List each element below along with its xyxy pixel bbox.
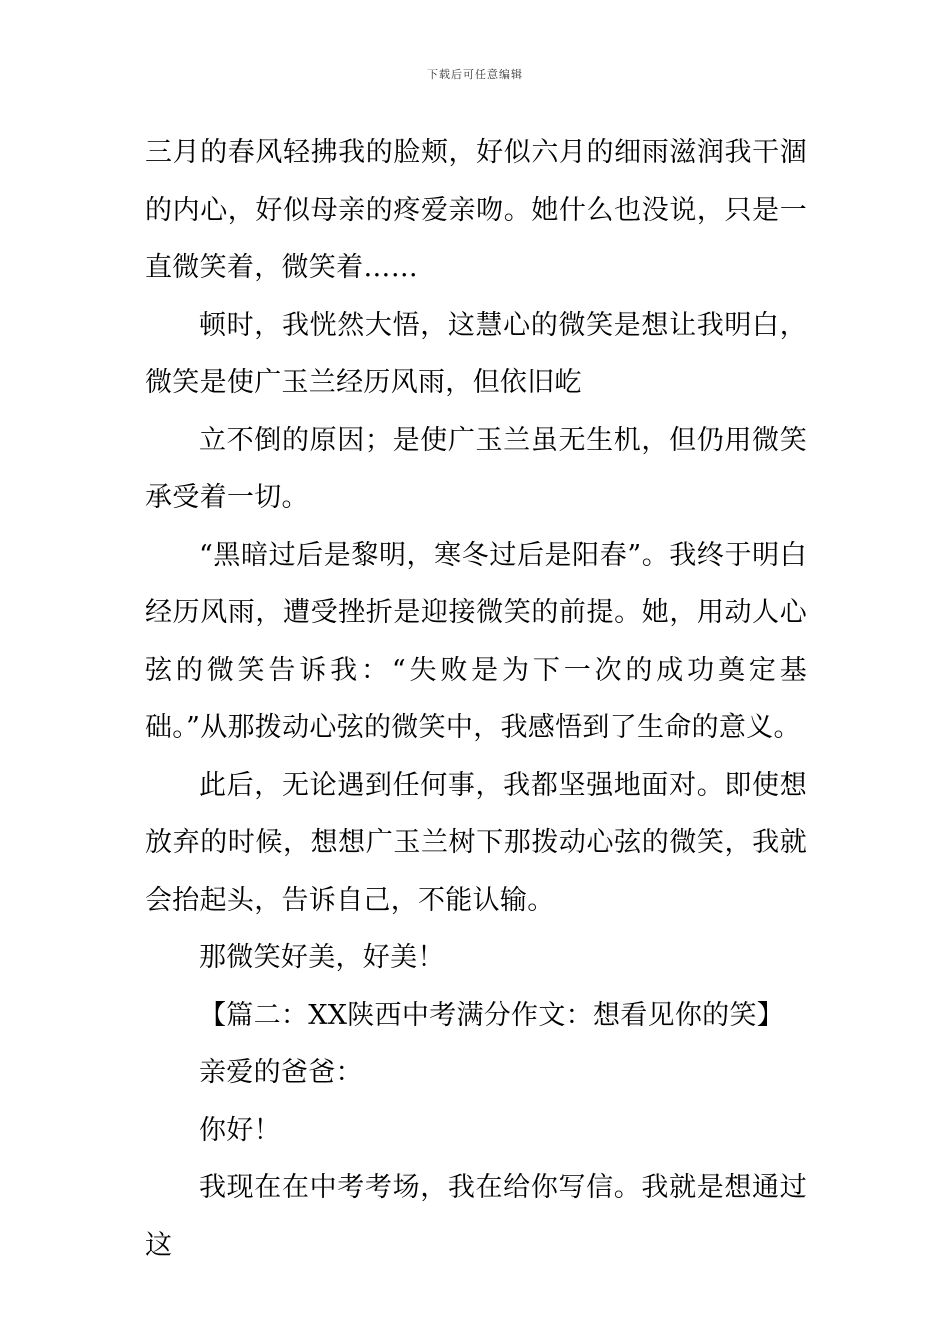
section-heading: 【篇二：XX陕西中考满分作文：想看见你的笑】 bbox=[199, 999, 785, 1031]
paragraph-letter-1: 我现在在中考考场，我在给你写信。我就是想通过这 bbox=[145, 1172, 807, 1261]
paragraph-1: 三月的春风轻拂我的脸颊，好似六月的细雨滋润我干涸的内心，好似母亲的疼爱亲吻。她什么也没说，只是一直微笑着，微笑着…… bbox=[145, 137, 807, 283]
paragraph-3: 立不倒的原因；是使广玉兰虽无生机，但仍用微笑承受着一切。 bbox=[145, 424, 807, 513]
paragraph-5: 此后，无论遇到任何事，我都坚强地面对。即使想放弃的时候，想想广玉兰树下那拨动心弦的微笑，我就会抬起头，告诉自己，不能认输。 bbox=[145, 769, 807, 916]
letter-greeting: 你好！ bbox=[199, 1114, 281, 1146]
letter-salutation: 亲爱的爸爸： bbox=[199, 1057, 363, 1088]
paragraph-6: 那微笑好美，好美！ bbox=[199, 942, 445, 973]
page-header-note: 下载后可任意编辑 bbox=[427, 68, 523, 81]
paragraph-2: 顿时，我恍然大悟，这慧心的微笑是想让我明白，微笑是使广玉兰经历风雨，但依旧屹 bbox=[145, 309, 807, 398]
document-body bbox=[145, 124, 807, 1274]
paragraph-4: “黑暗过后是黎明，寒冬过后是阳春”。我终于明白经历风雨，遭受挫折是迎接微笑的前提。她，用动人心弦的微笑告诉我：“失败是为下一次的成功奠定基础。”从那拨动心弦的微笑中，我感悟到了生命的意义。 bbox=[145, 539, 807, 743]
